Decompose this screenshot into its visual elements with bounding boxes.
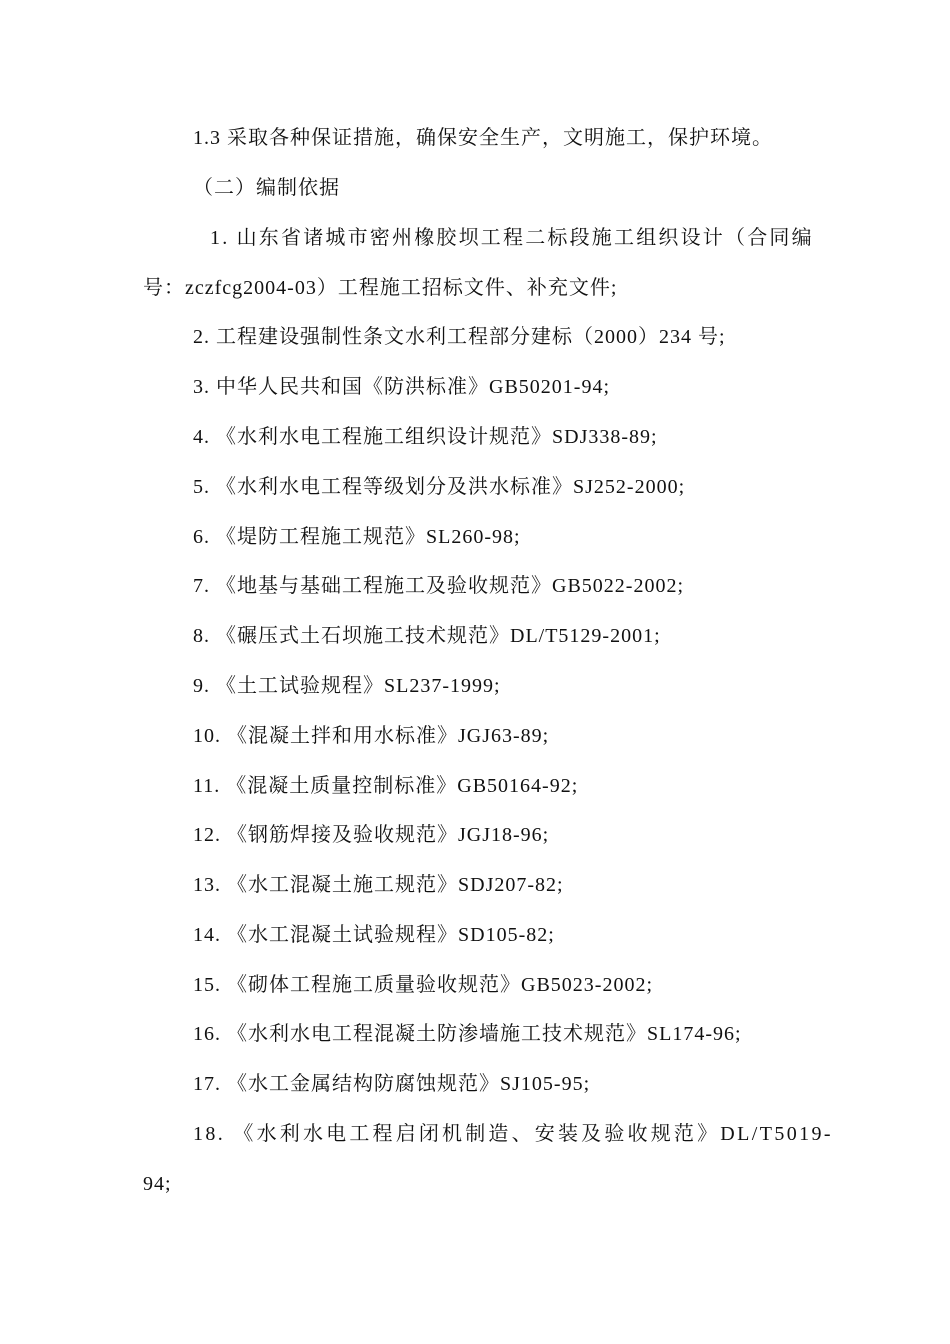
list-item-18-line-1: 18. 《水利水电工程启闭机制造、安装及验收规范》DL/T5019- bbox=[193, 1123, 833, 1145]
list-item-11: 11. 《混凝土质量控制标准》GB50164-92; bbox=[193, 775, 579, 797]
list-item-8: 8. 《碾压式土石坝施工技术规范》DL/T5129-2001; bbox=[193, 625, 661, 647]
list-item-16: 16. 《水利水电工程混凝土防渗墙施工技术规范》SL174-96; bbox=[193, 1023, 742, 1045]
list-item-14: 14. 《水工混凝土试验规程》SD105-82; bbox=[193, 924, 555, 946]
list-item-3: 3. 中华人民共和国《防洪标准》GB50201-94; bbox=[193, 376, 610, 398]
list-item-12: 12. 《钢筋焊接及验收规范》JGJ18-96; bbox=[193, 824, 550, 846]
list-item-9: 9. 《土工试验规程》SL237-1999; bbox=[193, 675, 501, 697]
list-item-5: 5. 《水利水电工程等级划分及洪水标准》SJ252-2000; bbox=[193, 476, 686, 498]
list-item-10: 10. 《混凝土拌和用水标准》JGJ63-89; bbox=[193, 725, 550, 747]
paragraph-1-3: 1.3 采取各种保证措施，确保安全生产，文明施工，保护环境。 bbox=[193, 127, 773, 149]
section-heading-basis: （二）编制依据 bbox=[193, 177, 340, 199]
list-item-7: 7. 《地基与基础工程施工及验收规范》GB5022-2002; bbox=[193, 575, 684, 597]
list-item-6: 6. 《堤防工程施工规范》SL260-98; bbox=[193, 526, 521, 548]
list-item-13: 13. 《水工混凝土施工规范》SDJ207-82; bbox=[193, 874, 564, 896]
list-item-1-line-2: 号：zczfcg2004-03）工程施工招标文件、补充文件; bbox=[143, 277, 618, 299]
list-item-1-line-1: 1. 山东省诸城市密州橡胶坝工程二标段施工组织设计（合同编 bbox=[210, 227, 814, 249]
list-item-15: 15. 《砌体工程施工质量验收规范》GB5023-2002; bbox=[193, 974, 653, 996]
list-item-17: 17. 《水工金属结构防腐蚀规范》SJ105-95; bbox=[193, 1073, 591, 1095]
list-item-18-line-2: 94; bbox=[143, 1173, 172, 1195]
list-item-2: 2. 工程建设强制性条文水利工程部分建标（2000）234 号; bbox=[193, 326, 726, 348]
list-item-4: 4. 《水利水电工程施工组织设计规范》SDJ338-89; bbox=[193, 426, 658, 448]
